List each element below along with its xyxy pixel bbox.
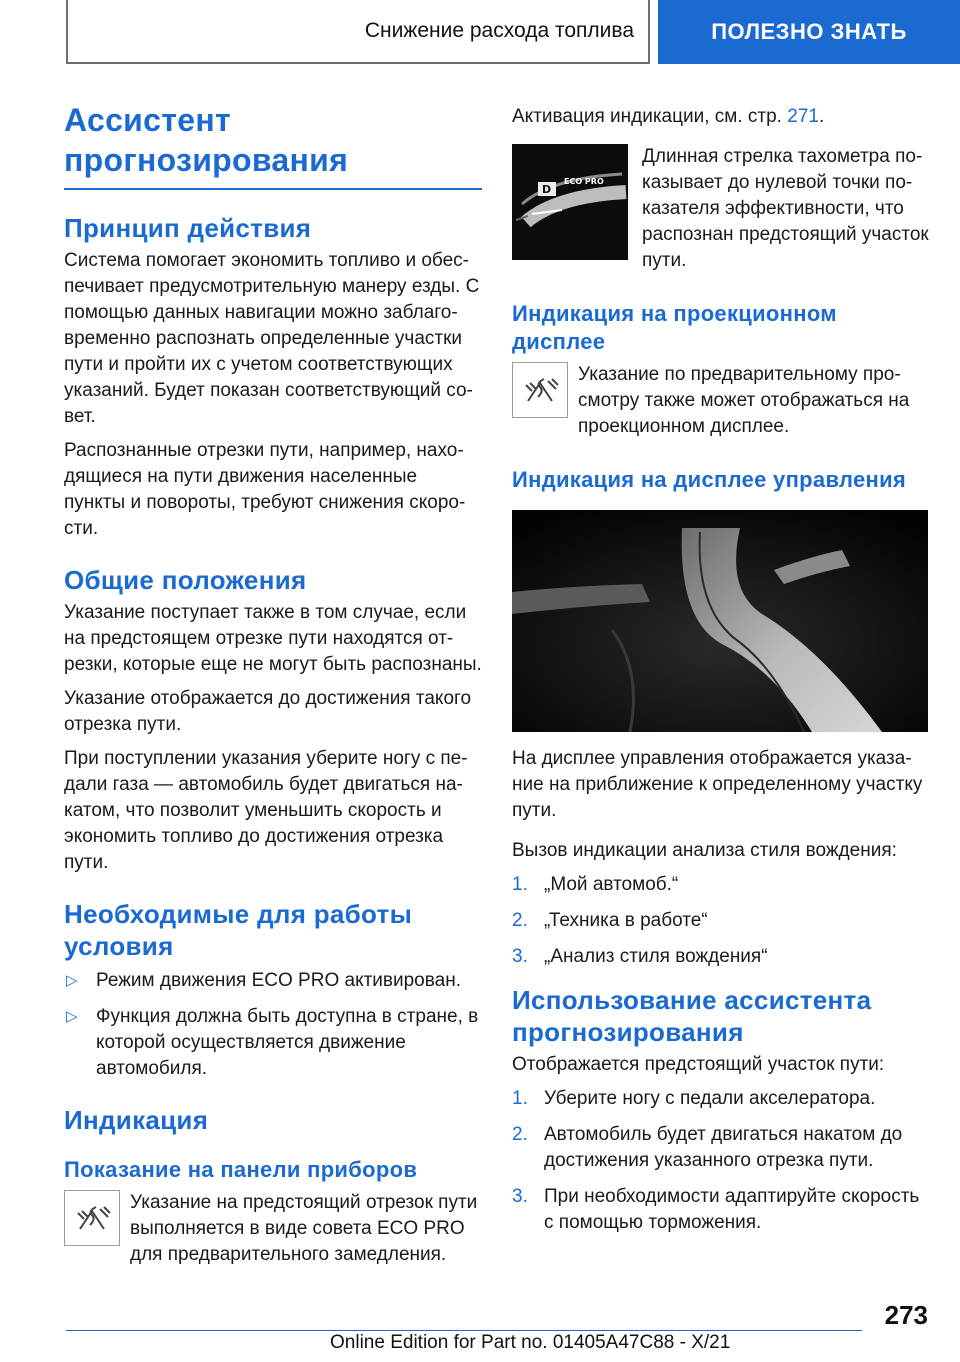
panel-note-text: Указание на предстоящий отрезок пути выполняется в виде совета ECO PRO для предварительного замедления. (130, 1192, 478, 1265)
paragraph-general-3: При поступлении указания уберите ногу с педали газа — автомобиль будет двигаться накатом, что позволит уменьшить скорость и экономить топливо до достижения отрезка пути. (64, 748, 468, 873)
heading-hud: Индикация на проекционном дисплее (512, 301, 837, 354)
road-curve-warning-icon (512, 362, 568, 418)
conditions-list (64, 968, 482, 1082)
heading-principle: Принцип действия (64, 213, 312, 243)
paragraph-principle-2: Распознанные отрезки пути, например, находящиеся на пути движения населенные пункты и повороты, требуют снижения скорости. (64, 440, 466, 539)
heading-use: Использование ассистента прогнозирования (512, 985, 872, 1047)
list-item: 2. Автомобиль будет двигаться накатом до достижения указанного отрезка пути. (512, 1124, 903, 1171)
use-text: Отображается предстоящий участок пути: (512, 1054, 885, 1075)
chapter-tab-label: ПОЛЕЗНО ЗНАТЬ (711, 19, 907, 44)
list-item: 2. „Техника в работе“ (512, 910, 708, 931)
heading-general: Общие положения (64, 565, 307, 595)
heading-conditions: Необходимые для работы условия (64, 899, 413, 961)
list-item: 3. При необходимости адаптируйте скорость с помощью торможения. (512, 1186, 920, 1233)
paragraph-principle-1: Система помогает экономить топливо и обеспечивает предусмотрительную манеру езды. С помощью данных навигации можно заблаговременно распознать определенные участки пути и пройти их с учетом соответствующих указаний. Будет показан соответствующий совет. (64, 250, 480, 427)
page-link[interactable]: 271 (787, 106, 819, 127)
panel-note (64, 1190, 482, 1268)
gear-indicator: D (542, 183, 552, 196)
use-steps (512, 1086, 930, 1236)
road-preview-image (512, 510, 928, 732)
list-item: 1. „Мой автомоб.“ (512, 874, 679, 895)
road-curve-warning-icon (64, 1190, 120, 1246)
triangle-bullet-icon: ▷ (66, 972, 78, 989)
list-item: 3. „Анализ стиля вождения“ (512, 946, 768, 967)
activation-text: Активация индикации, см. стр. 271. (512, 106, 825, 127)
call-steps (512, 872, 930, 970)
paragraph-general-1: Указание поступает также в том случае, если на предстоящем отрезке пути находятся отрезки, которые еще не могут быть распознаны. (64, 602, 482, 675)
triangle-bullet-icon: ▷ (66, 1008, 78, 1025)
list-item: 1. Уберите ногу с педали акселератора. (512, 1088, 876, 1109)
heading-control-display: Индикация на дисплее управления (512, 467, 907, 492)
eco-pro-label: ECO PRO (564, 177, 604, 186)
tachometer-note (512, 144, 930, 274)
list-item: ▷ Режим движения ECO PRO активирован. (64, 968, 482, 994)
hud-note-text: Указание по предварительному просмотру также может отображаться на проекционном дисплее. (578, 364, 910, 437)
footer-edition: Online Edition for Part no. 01405A47C88 - X/21 (330, 1332, 731, 1353)
paragraph-general-2: Указание отображается до достижения такого отрезка пути. (64, 688, 472, 735)
left-column (64, 100, 482, 1276)
section-title: Снижение расхода топлива (364, 19, 634, 42)
tachometer-image (512, 144, 628, 260)
list-item: ▷ Функция должна быть доступна в стране, в которой осуществляется движение автомобиля. (66, 1006, 479, 1079)
heading-display: Индикация (64, 1105, 209, 1135)
hud-note (512, 362, 930, 440)
footer-divider (66, 1330, 862, 1331)
control-display-text: На дисплее управления отображается указание на приближение к определенному участку пути. (512, 748, 923, 821)
tachometer-text: Длинная стрелка тахометра показывает до нулевой точки показателя эффективности, что распознан предстоящий участок пути. (642, 146, 929, 271)
heading-instrument-panel: Показание на панели приборов (64, 1157, 418, 1182)
page-number: 273 (884, 1300, 928, 1330)
chapter-tab[interactable] (658, 0, 960, 64)
call-text: Вызов индикации анализа стиля вождения: (512, 840, 897, 861)
right-column (512, 100, 930, 1246)
page-title: Ассистент прогнозирования (64, 100, 482, 190)
running-header (66, 0, 650, 64)
